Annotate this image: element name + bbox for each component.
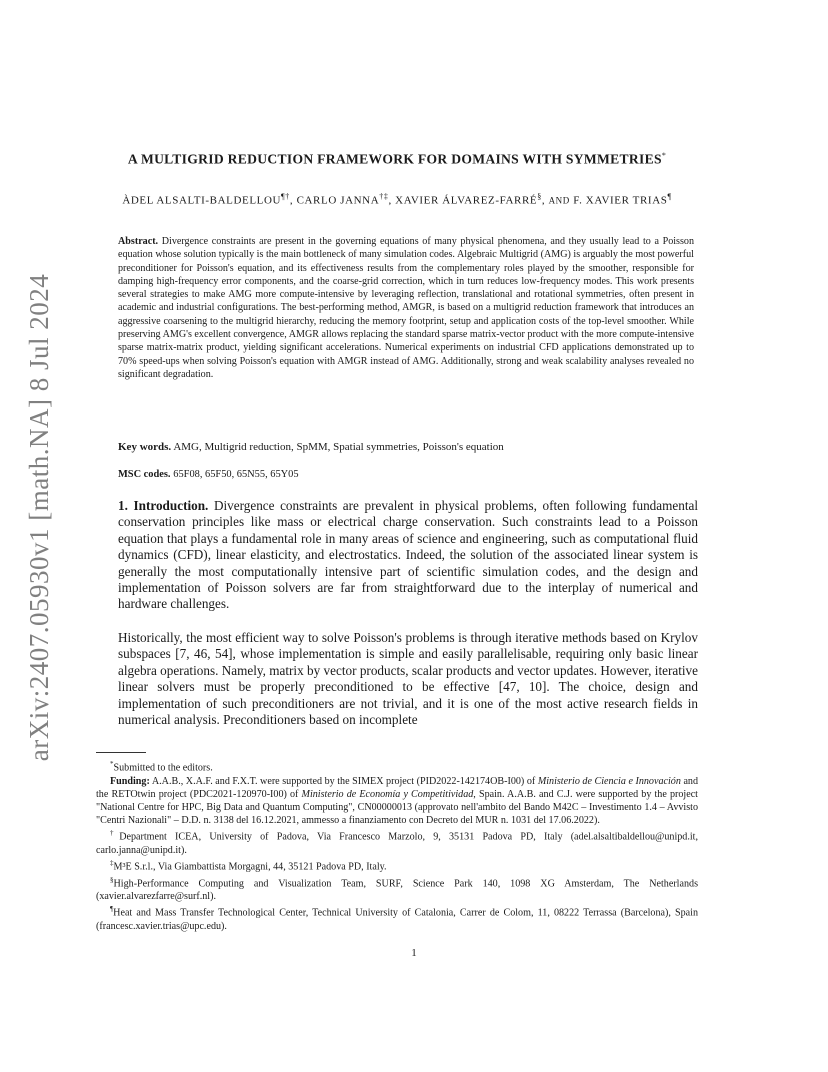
author-affiliation-mark: § [537,192,542,201]
footnote-text: Department ICEA, University of Padova, Via Francesco Marzolo, 9, 35131 Padova PD, Italy (adel.alsaltibaldellou@unipd.it, carlo.janna@unipd.it). [96,831,699,856]
footnotes [96,758,698,933]
footnote-text: High-Performance Computing and Visualization Team, SURF, Science Park 140, 1098 XG Amsterdam, The Netherlands (xavier.alvarezfarre@surf.nl). [96,878,698,903]
footnote-mark: ¶ [110,905,114,914]
arxiv-identifier-stamp [18,268,62,766]
footnote-mark: ‡ [110,859,114,868]
paper-title [96,148,698,168]
footnote-text: M³E S.r.l., Via Giambattista Morgagni, 44, 35121 Padova PD, Italy. [113,861,387,873]
author-affiliation-mark: †‡ [379,192,389,201]
introduction-paragraph-2 [96,630,698,728]
msc-text: 65F08, 65F50, 65N55, 65Y05 [173,469,299,480]
page-number: 1 [411,947,417,959]
abstract-text: Divergence constraints are present in the governing equations of many physical phenomena, and they usually lead to a Poisson equation whose solution typically is the main bottleneck of many simulation codes. Algebraic Multigrid (AMG) is arguably the most powerful preconditioner for Poisson's equation, and its effectiveness results from the complementary roles played by the smoother, responsible for damping high-frequency error components, and the coarse-grid correction, which in turn reduces low-frequency modes. This work presents several strategies to make AMG more compute-intensive by leveraging reflection, translational and rotational symmetries, often present in academic and industrial configurations. The best-performing method, AMGR, is based on a multigrid reduction framework that introduces an aggressive coarsening to the multigrid hierarchy, reducing the memory footprint, setup and application costs of the top-level smoother. While preserving AMG's excellent convergence, AMGR allows replacing the standard sparse matrix-vector product with the more compute-intensive sparse matrix-matrix product, yielding significant accelerations. Numerical experiments on industrial CFD applications demonstrated up to 70% speed-ups when solving Poisson's equation with AMGR instead of AMG. Additionally, strong and weak scalability analyses revealed no significant degradation. [118,236,694,380]
footnote-affiliation-m3e [96,857,698,874]
funding-text-3: , Spain. A.A.B. and C.J. were supported by the project "National Centre for HPC, Big Data and Quantum Computing", CN00000013 (approvato nell'ambito del Bando M42C – Investimento 1.4 – Avvisto "Centri Nazionali" – D.D. n. 3138 del 16.12.2021, ammesso a finanziamento con Decreto del MUR n. 1031 del 17.06.2022). [96,788,698,827]
author-name: XAVIER ÁLVAREZ-FARRÉ [395,194,538,207]
footnote-text: Heat and Mass Transfer Technological Center, Technical University of Catalonia, Carrer de Colom, 11, 08222 Terrassa (Barcelona), Spain (francesc.xavier.trias@upc.edu). [96,907,698,933]
footnote-divider [96,752,146,753]
author-affiliation-mark: ¶ [667,192,672,201]
author-list: ÀDEL ALSALTI-BALDELLOU¶†, CARLO JANNA†‡, XAVIER ÁLVAREZ-FARRÉ§, AND F. XAVIER TRIAS¶ [122,192,672,207]
abstract [96,235,694,381]
introduction-paragraph-1 [96,498,698,613]
footnote-mark: § [110,875,114,884]
author-conjunction: AND [548,195,570,206]
msc-label: MSC codes. [118,469,171,480]
author-name: CARLO JANNA [296,194,380,207]
footnote-text: Submitted to the editors. [113,762,213,774]
funding-text-1: A.A.B., X.A.F. and F.X.T. were supported by the SIMEX project (PID2022-142174OB-I00) of [151,775,536,787]
author-affiliation-mark: ¶† [281,192,290,201]
funding-ministry-1: Ministerio de Ciencia e Innovación [537,775,681,787]
introduction-text-2: Historically, the most efficient way to solve Poisson's problems is through iterative methods based on Krylov subspaces [7, 46, 54], whose implementation is simple and easily parallelisable, requiring only basic linear algebra operations. Namely, matrix by vector products, scalar products and vector updates. However, iterative linear solvers must be properly preconditioned to be effective [47, 10]. The choice, design and implementation of such preconditioners are not trivial, and it is one of the most active research fields in numerical analysis. Preconditioners based on incomplete [118,630,698,728]
funding-label: Funding: [110,775,150,787]
msc-codes [118,468,698,480]
footnote-submitted [96,758,698,775]
arxiv-identifier-text: arXiv:2407.05930v1 [math.NA] 8 Jul 2024 [24,273,55,761]
footnote-affiliation-upc [96,903,698,933]
footnote-affiliation-padova [96,827,698,857]
funding-text-2: and the RETOtwin project (PDC2021-120970-I00) of [96,775,699,800]
keywords-label: Key words. [118,441,172,453]
introduction-text-1: Divergence constraints are prevalent in physical problems, often following fundamental conservation principles like mass or electrical charge conservation. Such constraints lead to a Poisson equation that plays a fundamental role in many areas of science and engineering, such as computational fluid dynamics (CFD), linear elasticity, and electrostatics. Indeed, the solution of the associated linear system is generally the most computationally intensive part of scientific simulation codes, and the design and implementation of Poisson solvers are far from straightforward due to the interplay of numerical and hardware challenges. [118,498,698,612]
author-name: ÀDEL ALSALTI-BALDELLOU [122,194,282,207]
section-heading-introduction: 1. Introduction. [118,498,209,513]
funding-ministry-2: Ministerio de Economía y Competitividad [301,788,474,800]
author-name: F. XAVIER TRIAS [573,194,668,207]
keywords-text: AMG, Multigrid reduction, SpMM, Spatial symmetries, Poisson's equation [173,441,504,453]
keywords [118,441,698,453]
footnote-funding [96,775,698,828]
footnote-affiliation-surf [96,874,698,904]
title-footnote-mark: * [661,151,667,160]
abstract-label: Abstract. [118,236,159,247]
paper-title-text: A MULTIGRID REDUCTION FRAMEWORK FOR DOMAINS WITH SYMMETRIES [127,151,662,167]
footnote-mark: * [110,760,114,768]
footnote-mark: † [110,829,120,838]
